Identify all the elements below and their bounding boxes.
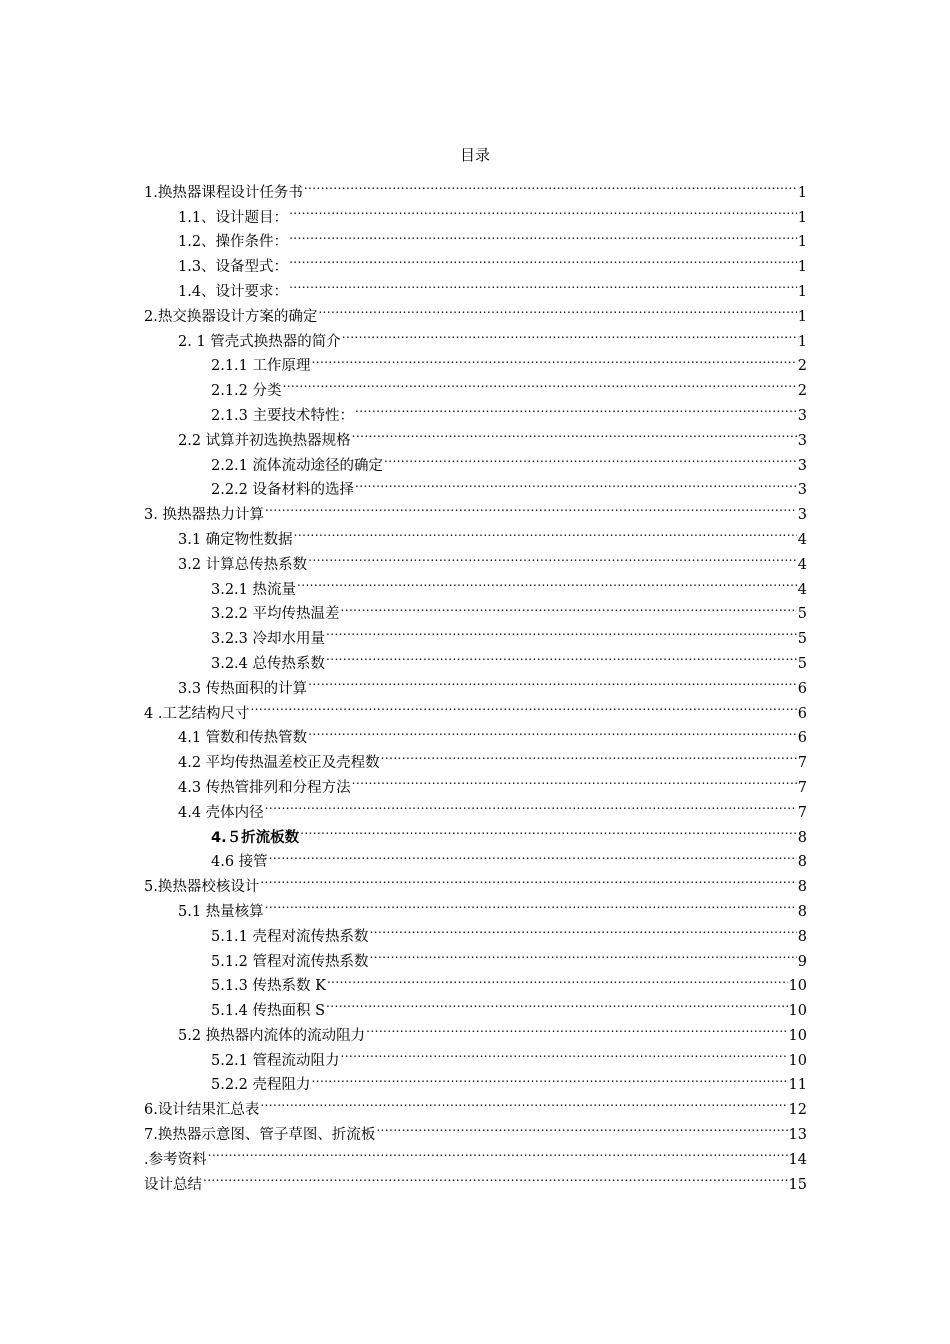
toc-entry-page-number: 7 bbox=[797, 804, 807, 821]
toc-entry-page-number: 8 bbox=[797, 829, 807, 846]
dot-leader bbox=[327, 966, 788, 991]
toc-entry-page-number: 1 bbox=[797, 308, 807, 325]
toc-entry-label: 3.3 传热面积的计算 bbox=[178, 680, 308, 697]
dot-leader bbox=[208, 1139, 788, 1164]
toc-entry-label: 1.1、设计题目： bbox=[178, 209, 289, 226]
dot-leader bbox=[342, 321, 797, 346]
toc-entry-page-number: 14 bbox=[788, 1151, 807, 1168]
toc-entry-label: 5.2 换热器内流体的流动阻力 bbox=[178, 1027, 366, 1044]
toc-entry-page-number: 6 bbox=[797, 730, 807, 747]
toc-entry-label: 1.换热器课程设计任务书 bbox=[144, 184, 303, 201]
toc-entry-page-number: 12 bbox=[788, 1102, 807, 1119]
dot-leader bbox=[308, 718, 797, 743]
toc-entry-label: 4.５折流板数 bbox=[211, 829, 300, 846]
dot-leader bbox=[370, 941, 797, 966]
toc-entry-label: 4.3 传热管排列和分程方法 bbox=[178, 779, 351, 796]
dot-leader bbox=[308, 668, 797, 693]
dot-leader bbox=[312, 1065, 788, 1090]
dot-leader bbox=[376, 1114, 787, 1139]
toc-entry[interactable] bbox=[144, 1139, 807, 1168]
toc-entry-page-number: 1 bbox=[797, 333, 807, 350]
dot-leader bbox=[269, 842, 797, 867]
table-of-contents bbox=[144, 172, 807, 1193]
dot-leader bbox=[384, 445, 797, 470]
toc-entry-label: 3.2.4 总传热系数 bbox=[211, 655, 326, 672]
dot-leader bbox=[300, 817, 797, 842]
toc-entry-label: 5.1 热量核算 bbox=[178, 903, 264, 920]
dot-leader bbox=[381, 742, 797, 767]
dot-leader bbox=[203, 1164, 788, 1189]
toc-entry-label: 5.2.1 管程流动阻力 bbox=[211, 1052, 340, 1069]
dot-leader bbox=[283, 370, 797, 395]
dot-leader bbox=[250, 693, 796, 718]
toc-entry-page-number: 10 bbox=[788, 1052, 807, 1069]
toc-entry-page-number: 6 bbox=[797, 705, 807, 722]
toc-entry-label: 3.2.2 平均传热温差 bbox=[211, 606, 340, 623]
toc-entry-page-number: 5 bbox=[797, 631, 807, 648]
toc-entry-label: 2.2.1 流体流动途径的确定 bbox=[211, 457, 384, 474]
toc-entry-page-number: 2 bbox=[797, 383, 807, 400]
toc-entry-page-number: 8 bbox=[797, 928, 807, 945]
toc-title: 目录 bbox=[459, 146, 490, 164]
dot-leader bbox=[341, 594, 797, 619]
toc-entry-label: 2.热交换器设计方案的确定 bbox=[144, 308, 318, 325]
dot-leader bbox=[294, 519, 797, 544]
toc-entry-label: 1.4、设计要求： bbox=[178, 283, 289, 300]
dot-leader bbox=[352, 767, 797, 792]
toc-entry-page-number: 3 bbox=[797, 407, 807, 424]
toc-entry-page-number: 3 bbox=[797, 457, 807, 474]
toc-entry-page-number: 2 bbox=[797, 358, 807, 375]
dot-leader bbox=[304, 172, 797, 197]
toc-entry-page-number: 8 bbox=[797, 854, 807, 871]
toc-entry-page-number: 1 bbox=[797, 184, 807, 201]
toc-entry-label: 1.2、操作条件： bbox=[178, 234, 289, 251]
dot-leader bbox=[355, 395, 797, 420]
toc-entry-page-number: 1 bbox=[797, 234, 807, 251]
dot-leader bbox=[326, 990, 788, 1015]
toc-entry-page-number: 10 bbox=[788, 978, 807, 995]
toc-entry-label: 5.换热器校核设计 bbox=[144, 879, 260, 896]
dot-leader bbox=[297, 569, 797, 594]
dot-leader bbox=[341, 1040, 788, 1065]
dot-leader bbox=[265, 792, 797, 817]
dot-leader bbox=[355, 470, 797, 495]
toc-entry-page-number: 7 bbox=[797, 755, 807, 772]
toc-entry-label: 2.2 试算并初选换热器规格 bbox=[178, 432, 351, 449]
toc-entry-page-number: 10 bbox=[788, 1003, 807, 1020]
toc-entry-page-number: 4 bbox=[797, 556, 807, 573]
toc-entry-page-number: 7 bbox=[797, 779, 807, 796]
toc-entry-page-number: 3 bbox=[797, 507, 807, 524]
toc-entry-label: 4 .工艺结构尺寸 bbox=[144, 705, 250, 722]
dot-leader bbox=[318, 296, 796, 321]
dot-leader bbox=[366, 1015, 787, 1040]
toc-entry-page-number: 11 bbox=[788, 1077, 807, 1094]
toc-entry-page-number: 4 bbox=[797, 581, 807, 598]
toc-entry-page-number: 6 bbox=[797, 680, 807, 697]
dot-leader bbox=[326, 643, 797, 668]
toc-entry-label: 4.1 管数和传热管数 bbox=[178, 730, 308, 747]
toc-entry-page-number: 1 bbox=[797, 209, 807, 226]
toc-entry-label: 6.设计结果汇总表 bbox=[144, 1102, 260, 1119]
toc-entry-page-number: 1 bbox=[797, 283, 807, 300]
dot-leader bbox=[265, 891, 797, 916]
dot-leader bbox=[260, 866, 796, 891]
toc-entry-label: 5.1.1 壳程对流传热系数 bbox=[211, 928, 369, 945]
toc-entry-label: 3.2.3 冷却水用量 bbox=[211, 631, 326, 648]
dot-leader bbox=[312, 346, 797, 371]
toc-entry[interactable] bbox=[144, 172, 807, 201]
toc-entry-label: 2.1.1 工作原理 bbox=[211, 358, 311, 375]
dot-leader bbox=[289, 271, 797, 296]
toc-entry-page-number: 1 bbox=[797, 259, 807, 276]
dot-leader bbox=[265, 494, 797, 519]
toc-entry-page-number: 10 bbox=[788, 1027, 807, 1044]
toc-entry-label: 2.1.3 主要技术特性： bbox=[211, 407, 355, 424]
toc-entry-label: 7.换热器示意图、管子草图、折流板 bbox=[144, 1127, 376, 1144]
toc-entry-label: 5.2.2 壳程阻力 bbox=[211, 1077, 311, 1094]
toc-entry-page-number: 3 bbox=[797, 432, 807, 449]
dot-leader bbox=[352, 420, 797, 445]
toc-entry-page-number: 5 bbox=[797, 655, 807, 672]
dot-leader bbox=[289, 222, 797, 247]
toc-entry-page-number: 8 bbox=[797, 903, 807, 920]
toc-entry-label: 3.2 计算总传热系数 bbox=[178, 556, 308, 573]
dot-leader bbox=[260, 1089, 787, 1114]
toc-entry-page-number: 4 bbox=[797, 531, 807, 548]
toc-entry-label: 4.6 接管 bbox=[211, 854, 268, 871]
toc-entry-label: 3.1 确定物性数据 bbox=[178, 531, 293, 548]
toc-entry-label: 5.1.2 管程对流传热系数 bbox=[211, 953, 369, 970]
toc-entry-label: 3. 换热器热力计算 bbox=[144, 507, 264, 524]
dot-leader bbox=[308, 544, 797, 569]
toc-entry-label: 5.1.4 传热面积 S bbox=[211, 1003, 326, 1020]
toc-entry-label: 3.2.1 热流量 bbox=[211, 581, 297, 598]
dot-leader bbox=[370, 916, 797, 941]
toc-entry-page-number: 9 bbox=[797, 953, 807, 970]
dot-leader bbox=[326, 618, 797, 643]
toc-entry[interactable] bbox=[144, 1164, 807, 1193]
toc-entry-page-number: 15 bbox=[788, 1176, 807, 1193]
toc-entry-label: 4.4 壳体内径 bbox=[178, 804, 264, 821]
toc-entry-label: 2.2.2 设备材料的选择 bbox=[211, 482, 355, 499]
toc-entry-label: 设计总结 bbox=[144, 1176, 202, 1193]
toc-entry-page-number: 3 bbox=[797, 482, 807, 499]
toc-entry-page-number: 13 bbox=[788, 1127, 807, 1144]
toc-entry-page-number: 8 bbox=[797, 879, 807, 896]
toc-entry-label: 2.1.2 分类 bbox=[211, 383, 282, 400]
dot-leader bbox=[289, 197, 797, 222]
dot-leader bbox=[289, 246, 797, 271]
toc-entry-label: 2. 1 管壳式换热器的简介 bbox=[178, 333, 341, 350]
toc-entry-label: .参考资料 bbox=[144, 1151, 207, 1168]
toc-entry-label: 5.1.3 传热系数 K bbox=[211, 978, 326, 995]
toc-entry-page-number: 5 bbox=[797, 606, 807, 623]
toc-entry-label: 4.2 平均传热温差校正及壳程数 bbox=[178, 755, 380, 772]
toc-entry-label: 1.3、设备型式： bbox=[178, 259, 289, 276]
